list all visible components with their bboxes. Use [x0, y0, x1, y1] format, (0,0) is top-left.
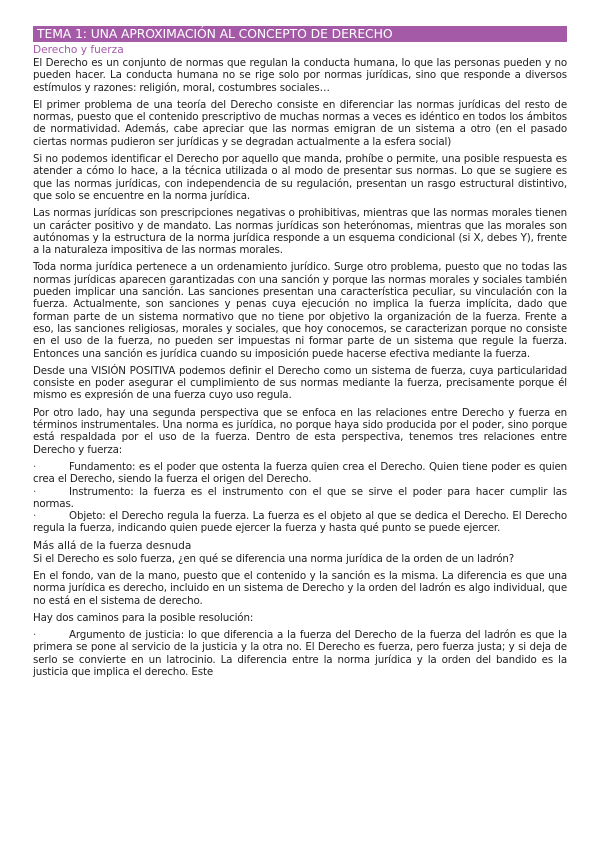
paragraph: El Derecho es un conjunto de normas que regulan la conducta humana, lo que las personas pueden y no pueden hacer. La conducta humana no se rige solo por normas jurídicas, sino que responde a diversos estímulos y razones: religión, moral, costumbres sociales… — [33, 57, 567, 94]
bullet-item — [33, 510, 567, 535]
paragraph: En el fondo, van de la mano, puesto que el contenido y la sanción es la misma. La diferencia es que una norma jurídica es derecho, incluido en un sistema de Derecho y la orden del ladrón es algo individual, que no está en el sistema de derecho. — [33, 569, 567, 607]
bullet-text: Fundamento: es el poder que ostenta la fuerza quien crea el Derecho. Quien tiene poder es quien crea el Derecho, siendo la fuerza el origen del Derecho. — [33, 460, 567, 486]
bullet-mark: · — [33, 485, 37, 498]
document-title: TEMA 1: UNA APROXIMACIÓN AL CONCEPTO DE DERECHO — [33, 26, 567, 42]
paragraph: Si no podemos identificar el Derecho por aquello que manda, prohíbe o permite, una posible respuesta es atender a cómo lo hace, a la técnica utilizada o al modo de presentar sus normas. Lo que se sugiere es que las normas jurídicas, con independencia de su regulación, presentan un rasgo estructural distintivo, que solo se encuentre en la norma jurídica. — [33, 153, 567, 202]
paragraph: Toda norma jurídica pertenece a un ordenamiento jurídico. Surge otro problema, puesto que no todas las normas jurídicas aparecen garantizadas con una sanción y porque las normas morales y sociales también pueden implicar una sanción. Las sanciones presentan una característica peculiar, su vinculación con la fuerza. Actualmente, son sanciones y penas cuya ejecución no implica la fuerza implícita, dado que forman parte de un sistema normativo que no tiene por objetivo la organización de la fuerza. Frente a eso, las sanciones religiosas, morales y sociales, que hoy conocemos, se caracterizan porque no consiste en el uso de la fuerza, no pueden ser impuestas ni formar parte de un sistema que regule la fuerza. Entonces una sanción es jurídica cuando su imposición puede hacerse efectiva mediante la fuerza. — [33, 261, 567, 360]
bullet-item — [33, 629, 567, 678]
paragraph: Por otro lado, hay una segunda perspectiva que se enfoca en las relaciones entre Derecho y fuerza en términos instrumentales. Una norma es jurídica, no porque haya sido producida por el poder, sino porque está respaldada por el uso de la fuerza. Dentro de esta perspectiva, tenemos tres relaciones entre Derecho y fuerza: — [33, 406, 567, 456]
bullet-item — [33, 486, 567, 511]
paragraph: Las normas jurídicas son prescripciones negativas o prohibitivas, mientras que las normas morales tienen un carácter positivo y de mandato. Las normas jurídicas son heterónomas, mientras que las morales son autónomas y la estructura de la norma jurídica responde a un esquema condicional (si X, debes Y), frente a la naturaleza impositiva de las normas morales. — [33, 207, 567, 257]
bullet-text: Objeto: el Derecho regula la fuerza. La fuerza es el objeto al que se dedica el Derecho. El Derecho regula la fuerza, indicando quien puede ejercer la fuerza y hasta qué punto se puede ejercer. — [33, 510, 567, 535]
bullet-text: Argumento de justicia: lo que diferencia a la fuerza del Derecho de la fuerza del ladrón es que la primera se pone al servicio de la justicia y la otra no. El Derecho es fuerza, pero fuerza justa; y si deja de serlo se convierte en un latrocinio. La diferencia entre la norma jurídica y la orden del bandido es la justicia que implica el derecho. Este — [33, 629, 567, 679]
bullet-mark: · — [33, 510, 37, 523]
section-heading-derecho-y-fuerza: Derecho y fuerza — [33, 44, 124, 56]
paragraph: El primer problema de una teoría del Derecho consiste en diferenciar las normas jurídicas del resto de normas, puesto que el contenido prescriptivo de muchas normas a veces es idéntico en todos los ámbitos de normatividad. Además, cabe apreciar que las normas emigran de un sistema a otro (en el pasado ciertas normas pudieron ser jurídicas y se degradan actualmente a la esfera social) — [33, 98, 567, 148]
bullet-mark: · — [33, 629, 37, 642]
section-heading-mas-alla: Más allá de la fuerza desnuda — [33, 539, 192, 552]
bullet-text: Instrumento: la fuerza es el instrumento con el que se sirve el poder para hacer cumplir las normas. — [33, 485, 567, 510]
paragraph: Desde una VISIÓN POSITIVA podemos definir el Derecho como un sistema de fuerza, cuya particularidad consiste en poder asegurar el cumplimiento de sus normas mediante la fuerza, precisamente porque él mismo es expresión de una fuerza cuyo uso regula. — [33, 364, 567, 402]
paragraph: Si el Derecho es solo fuerza, ¿en qué se diferencia una norma jurídica de la orden de un ladrón? — [33, 552, 515, 565]
bullet-item — [33, 461, 567, 486]
bullet-mark: · — [33, 460, 37, 473]
paragraph: Hay dos caminos para la posible resolución: — [33, 611, 254, 624]
